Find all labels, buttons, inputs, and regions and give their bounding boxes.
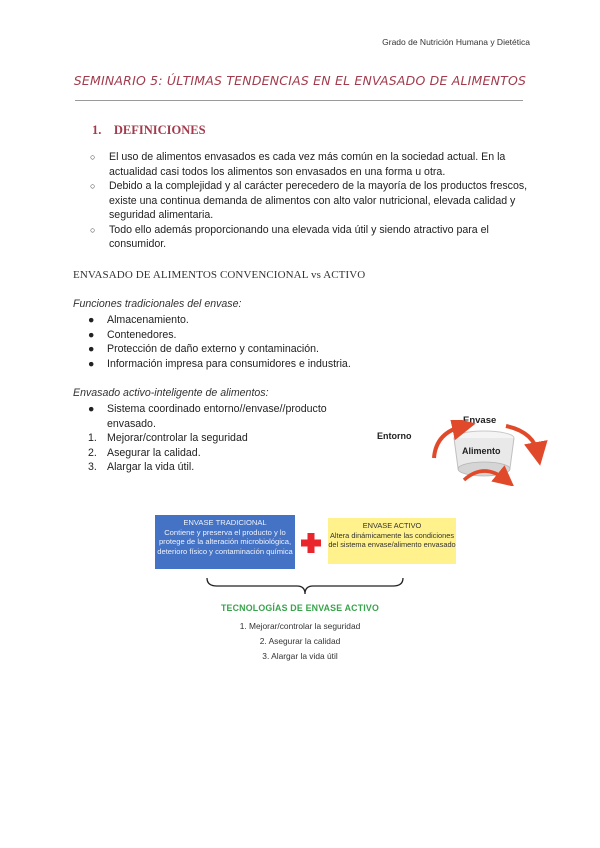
brace-icon bbox=[205, 576, 405, 596]
plus-icon bbox=[301, 533, 321, 553]
trad-box-text: Contiene y preserva el producto y lo protege de la alteración microbiológica, deterioro físico y contaminación química bbox=[157, 527, 293, 556]
tech-item: 2. Asegurar la calidad bbox=[259, 636, 341, 646]
course-header: Grado de Nutrición Humana y Dietética bbox=[382, 37, 530, 47]
tech-item: 3. Alargar la vida útil bbox=[262, 651, 338, 661]
list-number: 3. bbox=[88, 461, 97, 473]
label-envase: Envase bbox=[463, 415, 497, 426]
bullet-marker: ○ bbox=[90, 152, 96, 162]
bullet-marker: ● bbox=[88, 328, 95, 341]
subheading-traditional: Funciones tradicionales del envase: bbox=[73, 298, 242, 310]
bullet-marker: ● bbox=[88, 343, 95, 355]
title-divider bbox=[75, 100, 523, 101]
active-box-text: Altera dinámicamente las condiciones del sistema envase/alimento envasado bbox=[328, 530, 456, 550]
bullet-marker: ● bbox=[88, 314, 95, 326]
page-title: SEMINARIO 5: ÚLTIMAS TENDENCIAS EN EL ENVASADO DE ALIMENTOS bbox=[73, 73, 527, 88]
tech-title: TECNOLOGÍAS DE ENVASE ACTIVO bbox=[220, 603, 380, 613]
list-item: ○ El uso de alimentos envasados es cada vez más común en la sociedad actual. En la actualidad casi todos los alimentos son envasados en una forma u otra. bbox=[90, 151, 506, 178]
list-number: 2. bbox=[88, 446, 97, 459]
list-item: ● Protección de daño externo y contaminación. bbox=[88, 343, 320, 355]
bullet-marker: ○ bbox=[90, 224, 96, 235]
list-item: 1. Mejorar/controlar la seguridad bbox=[88, 432, 248, 444]
tech-item: 1. Mejorar/controlar la seguridad bbox=[239, 621, 361, 631]
subheading-active: Envasado activo-inteligente de alimentos: bbox=[73, 387, 269, 399]
list-item: ○ Todo ello además proporcionando una elevada vida útil y siendo atractivo para el consumidor. bbox=[90, 223, 489, 250]
bullet-marker: ○ bbox=[90, 181, 96, 191]
container-base bbox=[458, 462, 510, 476]
list-number: 1. bbox=[88, 432, 97, 444]
section-heading-definiciones: 1. DEFINICIONES bbox=[92, 123, 206, 137]
label-alimento: Alimento bbox=[462, 446, 501, 456]
definitions-list bbox=[86, 150, 531, 252]
traditional-package-box bbox=[155, 515, 295, 569]
active-package-box bbox=[328, 518, 456, 564]
active-packaging-list bbox=[86, 402, 356, 475]
list-item: ● Almacenamiento. bbox=[88, 314, 189, 326]
active-box-title: ENVASE ACTIVO bbox=[362, 521, 422, 530]
list-item: ● Sistema coordinado entorno//envase//producto envasado. bbox=[88, 403, 327, 430]
bullet-marker: ● bbox=[88, 357, 95, 370]
traditional-functions-list bbox=[86, 313, 386, 371]
list-item: ● Contenedores. bbox=[88, 328, 177, 341]
list-item: ● Información impresa para consumidores e industria. bbox=[88, 357, 351, 370]
list-item: 2. Asegurar la calidad. bbox=[88, 446, 201, 459]
bullet-marker: ● bbox=[88, 403, 95, 415]
section-heading-convencional-vs-activo: ENVASADO DE ALIMENTOS CONVENCIONAL vs ACTIVO bbox=[73, 269, 366, 281]
list-item: ○ Debido a la complejidad y al carácter perecedero de la mayoría de los productos frescos, existe una continua demanda de alimentos con alto valor nutricional, elevada calidad y seguridad alimentaria. bbox=[90, 180, 528, 221]
trad-box-title: ENVASE TRADICIONAL bbox=[183, 518, 267, 527]
list-item: 3. Alargar la vida útil. bbox=[88, 461, 195, 473]
label-entorno: Entorno bbox=[377, 431, 412, 441]
